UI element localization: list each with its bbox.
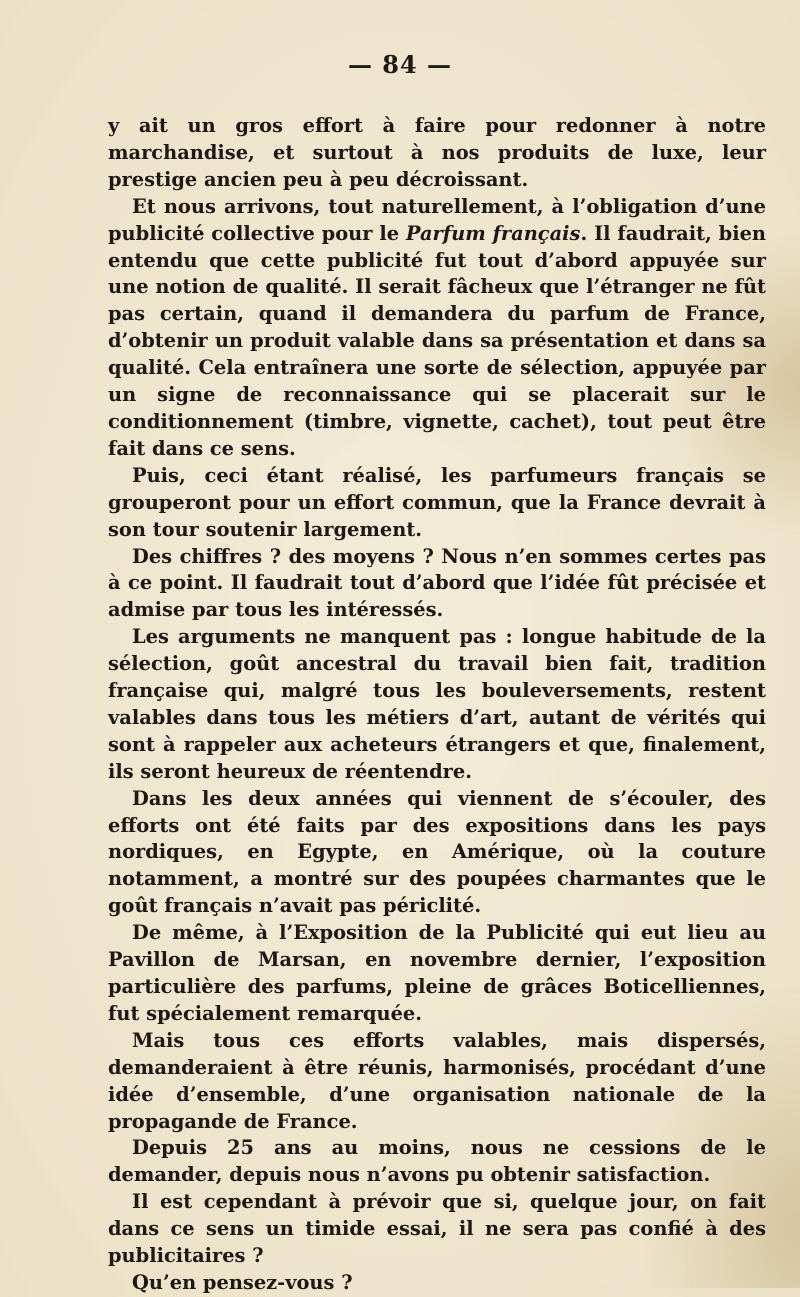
paragraph-2 xyxy=(108,194,766,463)
paragraph-5: Les arguments ne manquent pas : longue habitude de la sélection, goût ancestral du travail bien fait, tradition française qui, malgré tous les bouleversements, restent valables dans tous les métiers d’art, autant de vérités qui sont à rappeler aux acheteurs étrangers et que, finalement, ils seront heureux de réentendre. xyxy=(108,625,766,783)
paragraph-3: Puis, ceci étant réalisé, les parfumeurs français se grouperont pour un effort commun, que la France devrait à son tour soutenir largement. xyxy=(108,463,766,541)
paragraph-11: Qu’en pensez-vous ? xyxy=(132,1270,353,1294)
paragraph-2-start: Et nous arrivons, tout naturellement, à l’obligation d’une publicité collective pour le xyxy=(108,194,766,245)
paragraph-2-emphasis: Parfum français xyxy=(405,221,581,245)
paragraph-10: Il est cependant à prévoir que si, quelque jour, on fait dans ce sens un timide essai, il ne sera pas confié à des publicitaires ? xyxy=(108,1190,766,1268)
body-text xyxy=(108,113,766,1297)
paragraph-6: Dans les deux années qui viennent de s’écouler, des efforts ont été faits par des expositions dans les pays nordiques, en Egypte, en Amérique, où la couture notamment, a montré sur des poupées charmantes que le goût français n’avait pas périclité. xyxy=(108,786,766,918)
page-number: — 84 — xyxy=(347,50,453,79)
paragraph-7: De même, à l’Exposition de la Publicité qui eut lieu au Pavillon de Marsan, en novembre dernier, l’exposition particulière des parfums, pleine de grâces Boticelliennes, fut spécialement remarquée. xyxy=(108,921,766,1025)
paragraph-9: Depuis 25 ans au moins, nous ne cessions de le demander, depuis nous n’avons pu obtenir satisfaction. xyxy=(108,1136,766,1187)
paragraph-8: Mais tous ces efforts valables, mais dispersés, demanderaient à être réunis, harmonisés, procédant d’une idée d’ensemble, d’une organisation nationale de la propagande de France. xyxy=(108,1028,766,1133)
paragraph-4: Des chiffres ? des moyens ? Nous n’en sommes certes pas à ce point. Il faudrait tout d’abord que l’idée fût précisée et admise par tous les intéressés. xyxy=(108,544,766,622)
paragraph-1: y ait un gros effort à faire pour redonner à notre marchandise, et surtout à nos produits de luxe, leur prestige ancien peu à peu décroissant. xyxy=(108,114,766,191)
paragraph-2-end: . Il faudrait, bien entendu que cette publicité fut tout d’abord appuyée sur une notion de qualité. Il serait fâcheux que l’étranger ne fût pas certain, quand il demandera du parfum de France, d’obtenir un produit valable dans sa présentation et dans sa qualité. Cela entraînera une sorte de sélection, appuyée par un signe de reconnaissance qui se placerait sur le conditionnement (timbre, vignette, cachet), tout peut être fait dans ce sens. xyxy=(108,221,767,460)
